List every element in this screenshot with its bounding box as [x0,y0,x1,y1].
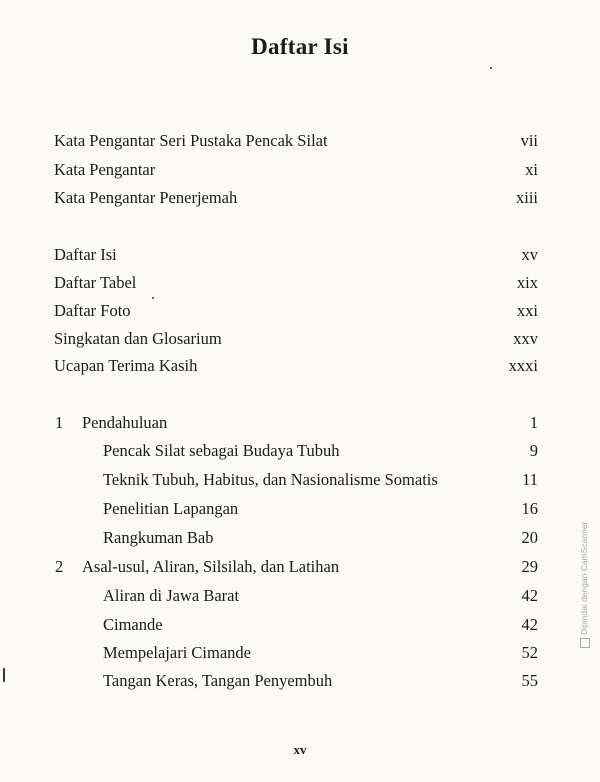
toc-entry-page: xi [525,160,538,179]
section-page: 42 [521,615,538,634]
scan-speck [490,67,492,69]
toc-entry-page: xix [516,273,538,292]
toc-entry-label: Daftar Isi [54,245,117,264]
page-title: Daftar Isi [251,34,349,59]
chapter-number: 2 [55,557,64,576]
scan-speck [3,668,5,682]
chapter-page: 29 [521,557,538,576]
toc-entry-label: Kata Pengantar Seri Pustaka Pencak Silat [54,131,328,150]
toc-entry-label: Daftar Foto [54,301,131,320]
toc-entry-page: xxxi [508,356,538,375]
chapter-title: Pendahuluan [82,413,168,432]
toc-entry-page: xxv [513,329,538,348]
chapter-page: 1 [529,413,538,432]
section-page: 16 [521,499,538,518]
scanner-watermark [579,522,590,648]
chapter-title: Asal-usul, Aliran, Silsilah, dan Latihan [82,557,340,576]
toc-entry-label: Daftar Tabel [54,273,137,292]
toc-entry-label: Kata Pengantar [54,160,156,179]
toc-entry-label: Ucapan Terima Kasih [54,356,198,375]
section-page: 20 [521,528,538,547]
section-page: 52 [521,643,538,662]
section-title: Penelitian Lapangan [103,499,239,518]
section-title: Tangan Keras, Tangan Penyembuh [103,671,333,690]
section-page: 9 [529,441,538,460]
section-title: Rangkuman Bab [103,528,214,547]
camscanner-logo-icon [580,638,590,648]
section-title: Aliran di Jawa Barat [103,586,240,605]
toc-entry-label: Kata Pengantar Penerjemah [54,188,238,207]
section-page: 11 [522,470,538,489]
watermark-text: Dipindai dengan CamScanner [579,521,589,635]
section-title: Cimande [103,615,163,634]
section-title: Pencak Silat sebagai Budaya Tubuh [103,441,340,460]
toc-entry-page: xxi [516,301,538,320]
toc-entry-page: xv [521,245,538,264]
toc-entry-label: Singkatan dan Glosarium [54,329,222,348]
section-title: Teknik Tubuh, Habitus, dan Nasionalisme Somatis [103,470,438,489]
toc-entry-page: vii [520,131,538,150]
chapter-number: 1 [55,413,64,432]
section-title: Mempelajari Cimande [103,643,251,662]
toc-entry-page: xiii [515,188,538,207]
section-page: 42 [521,586,538,605]
scan-speck [152,297,154,299]
footer-page-number: xv [293,742,307,757]
section-page: 55 [521,671,538,690]
